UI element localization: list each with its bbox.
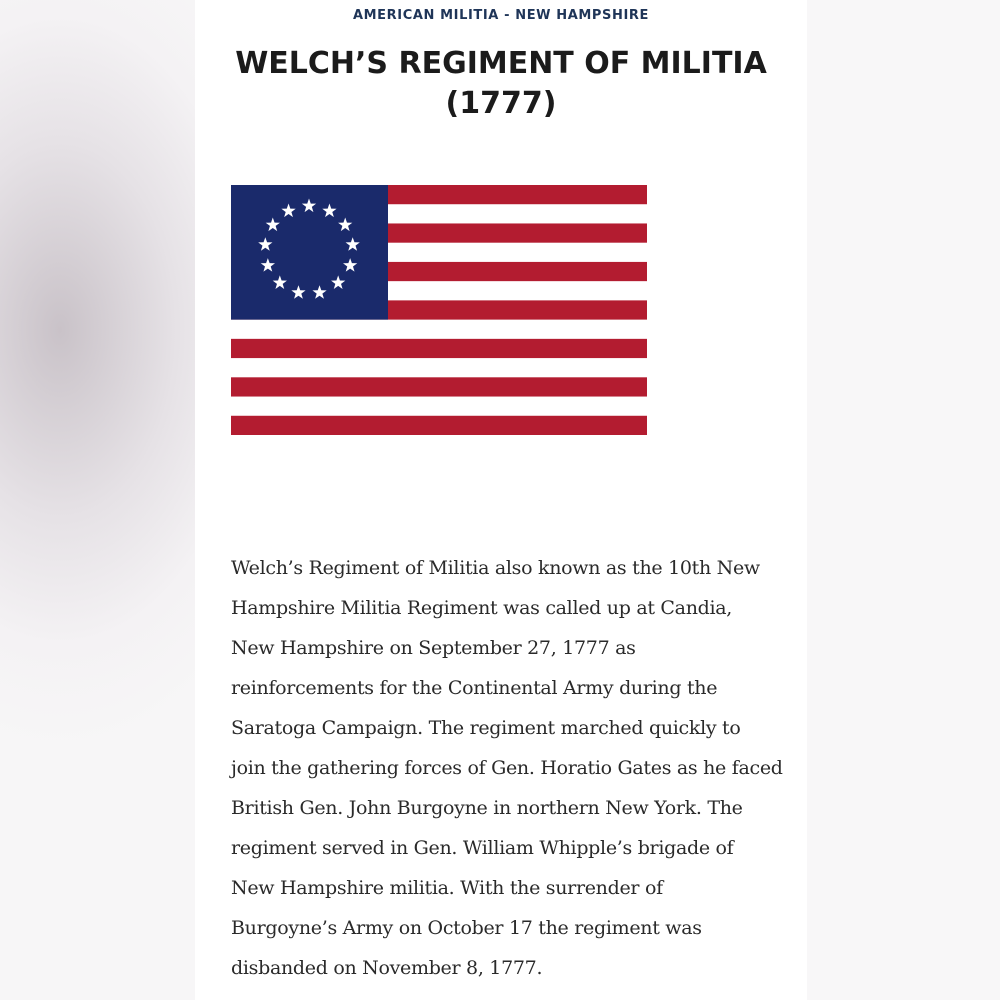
article-line: New Hampshire on September 27, 1777 as <box>231 637 636 659</box>
article-line: disbanded on November 8, 1777. <box>231 957 543 979</box>
flag-stripe-red <box>231 339 647 358</box>
article-line: join the gathering forces of Gen. Horatio Gates as he faced <box>231 757 783 779</box>
flag-stripe-red <box>231 377 647 396</box>
flag-stripe-red <box>231 416 647 435</box>
page-title <box>195 44 807 124</box>
article-line: Burgoyne’s Army on October 17 the regiment was <box>231 917 702 939</box>
article-card <box>195 0 807 1000</box>
title-line-2: (1777) <box>445 86 557 121</box>
article-line: New Hampshire militia. With the surrender of <box>231 877 663 899</box>
flag-image <box>231 185 647 435</box>
article-line: regiment served in Gen. William Whipple’s brigade of <box>231 837 734 859</box>
article-line: British Gen. John Burgoyne in northern New York. The <box>231 797 743 819</box>
article-body <box>231 548 783 988</box>
article-line: Hampshire Militia Regiment was called up at Candia, <box>231 597 733 619</box>
article-line: Saratoga Campaign. The regiment marched quickly to <box>231 717 741 739</box>
background-right <box>805 0 1000 1000</box>
betsy-ross-flag-icon <box>231 185 647 435</box>
article-line: Welch’s Regiment of Militia also known as the 10th New <box>231 557 760 579</box>
category-label[interactable]: AMERICAN MILITIA - NEW HAMPSHIRE <box>352 8 650 23</box>
article-line: reinforcements for the Continental Army during the <box>231 677 718 699</box>
title-line-1: WELCH’S REGIMENT OF MILITIA <box>235 46 767 81</box>
